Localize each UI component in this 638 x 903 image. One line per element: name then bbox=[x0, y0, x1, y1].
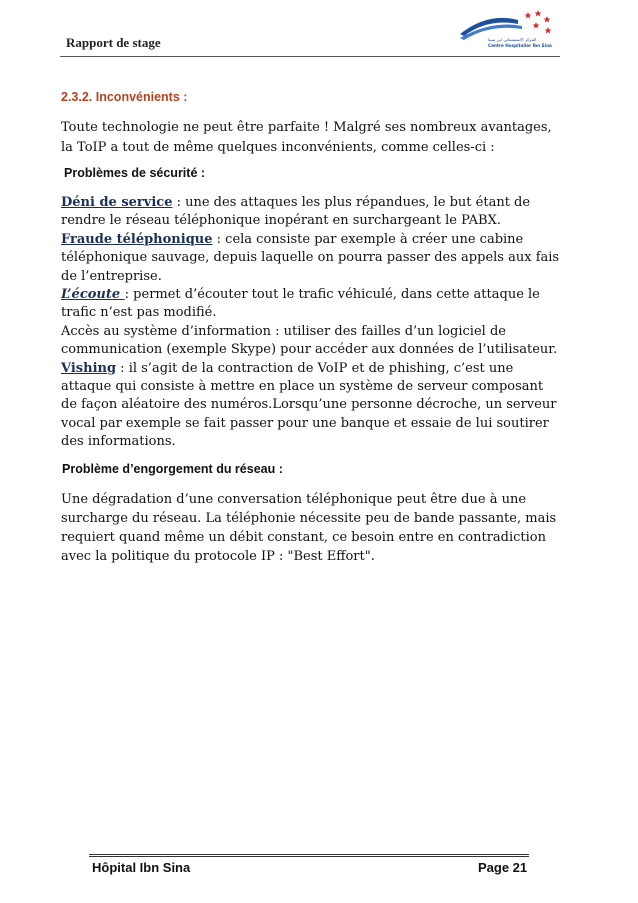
term-eavesdropping: L’écoute bbox=[61, 287, 125, 303]
section-title: 2.3.2. Inconvénients : bbox=[61, 90, 188, 104]
list-item bbox=[61, 286, 561, 323]
header-divider bbox=[60, 56, 560, 57]
list-item bbox=[61, 194, 561, 231]
term-phone-fraud: Fraude téléphonique bbox=[61, 231, 213, 247]
item-text: : permet d’écouter tout le trafic véhiculé, dans cette attaque le trafic n’est pas modifié. bbox=[61, 287, 540, 321]
header-title: Rapport de stage bbox=[66, 35, 161, 50]
network-heading: Problème d’engorgement du réseau : bbox=[62, 461, 283, 476]
page-header bbox=[60, 0, 560, 56]
footer-page-number: Page 21 bbox=[478, 860, 528, 875]
intro-paragraph: Toute technologie ne peut être parfaite ! Malgré ses nombreux avantages, la ToIP a tout de même quelques inconvénients, comme celles-ci : bbox=[61, 120, 552, 155]
footer-hospital-name: Hôpital Ibn Sina bbox=[92, 860, 191, 875]
term-vishing: Vishing bbox=[61, 360, 117, 376]
item-text: : une des attaques les plus répandues, le but étant de rendre le réseau téléphonique inopérant en surchargeant le PABX. bbox=[61, 195, 531, 229]
list-item bbox=[61, 323, 561, 360]
hospital-logo bbox=[458, 6, 554, 50]
logo-arabic-text: المركز الاستشفائي ابن سينا bbox=[488, 37, 537, 42]
item-text: Accès au système d’information : utiliser des failles d’un logiciel de communication (exemple Skype) pour accéder aux données de l’utilisateur. bbox=[61, 323, 558, 358]
footer-divider bbox=[89, 854, 529, 857]
item-text: : il s’agit de la contraction de VoIP et de phishing, c’est une attaque qui consiste à mettre en place un système de serveur composant de façon aléatoire des numéros.Lorsqu’une personne décroche, un serveur vocal par exemple se fait passer pour une banque et essaie de lui soutirer des informations. bbox=[61, 360, 557, 450]
logo-text: Centre Hospitalier Ibn Sina bbox=[488, 43, 552, 48]
list-item bbox=[61, 360, 561, 452]
security-heading: Problèmes de sécurité : bbox=[64, 166, 206, 180]
network-paragraph: Une dégradation d’une conversation téléphonique peut être due à une surcharge du réseau. La téléphonie nécessite peu de bande passante, mais requiert quand même un débit constant, ce besoin entre en contradiction avec la politique du protocole IP : "Best Effort". bbox=[61, 491, 557, 564]
list-item bbox=[61, 231, 561, 286]
item-text: : cela consiste par exemple à créer une cabine téléphonique sauvage, depuis laquelle on pourra passer des appels aux fais de l’entreprise. bbox=[61, 231, 560, 284]
term-denial-of-service: Déni de service bbox=[61, 195, 173, 210]
page-content bbox=[61, 90, 561, 566]
